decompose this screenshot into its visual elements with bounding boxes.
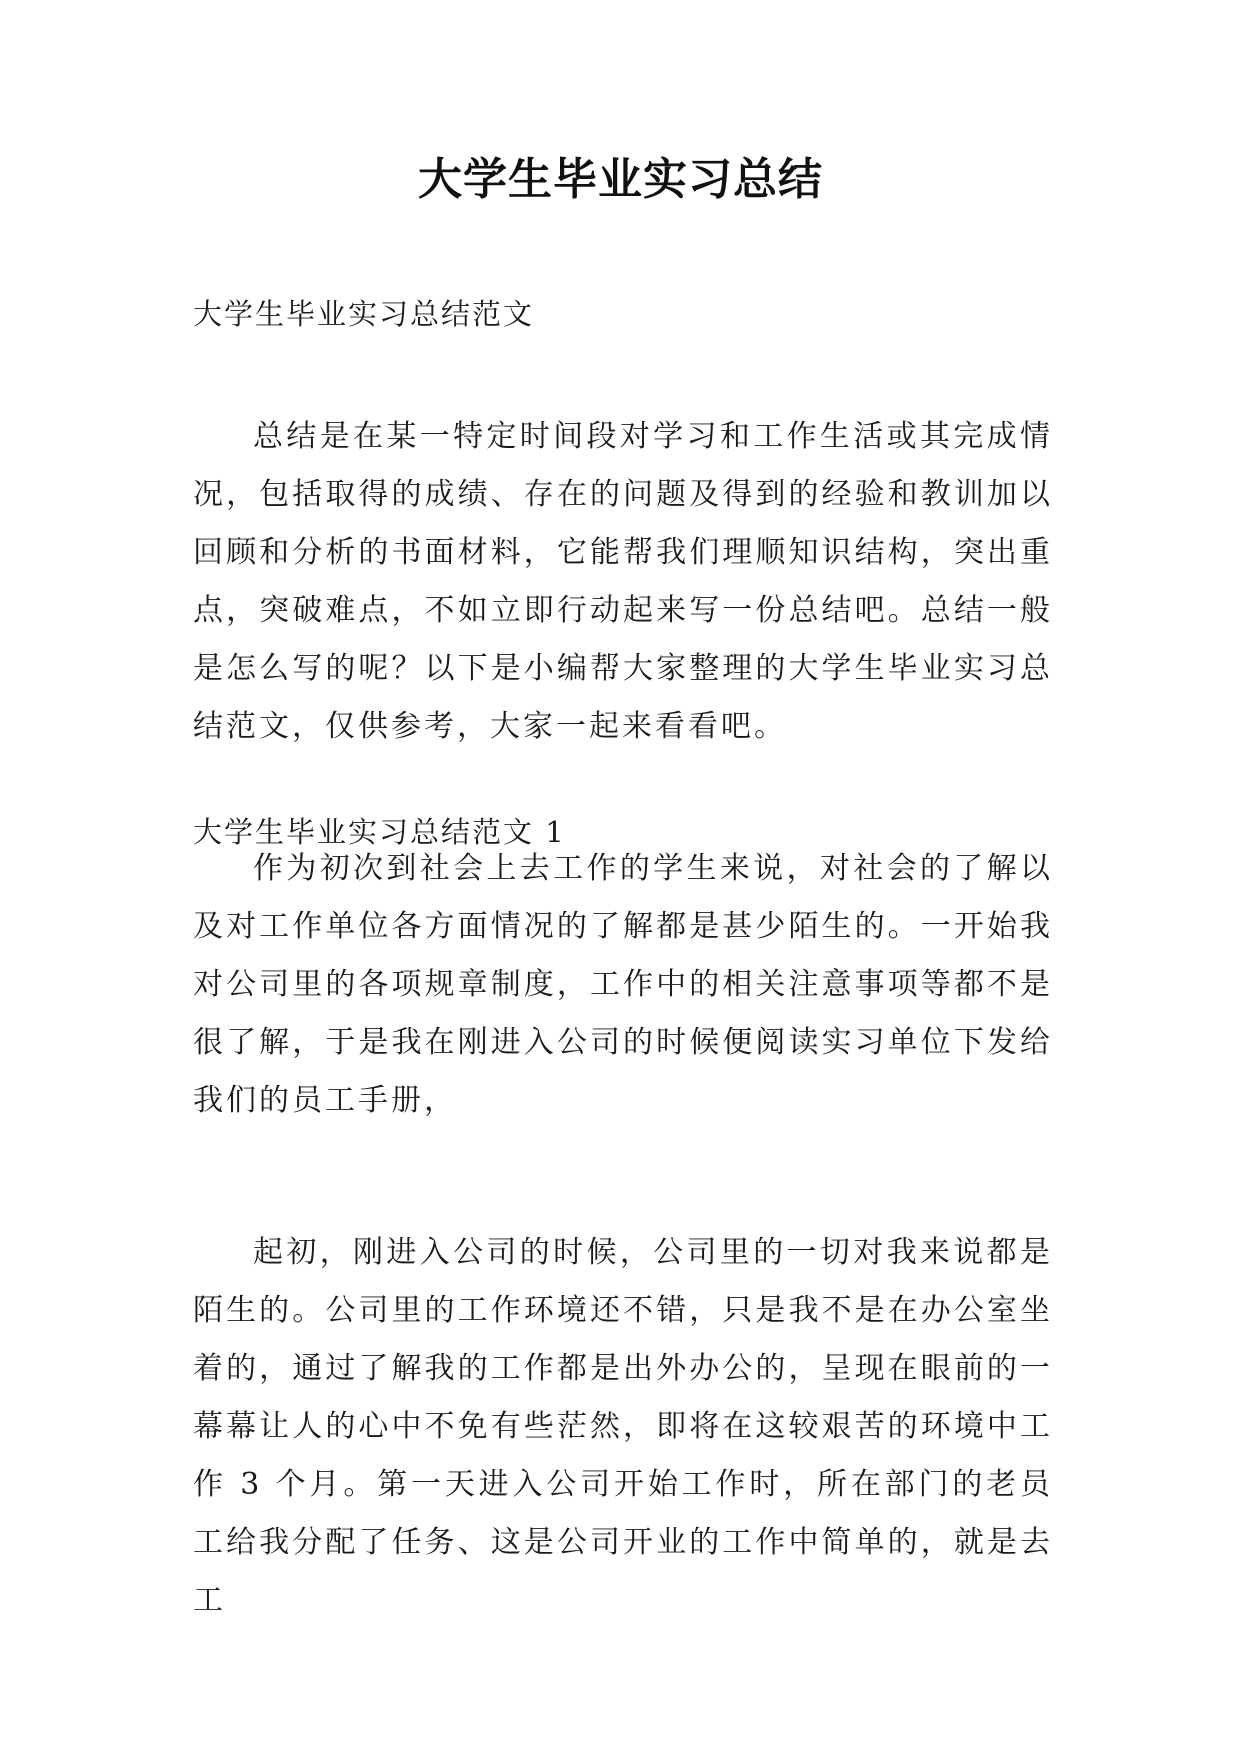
section-heading: 大学生毕业实习总结范文 1: [193, 815, 566, 849]
document-subtitle: 大学生毕业实习总结范文: [193, 297, 535, 331]
intro-paragraph: 总结是在某一特定时间段对学习和工作生活或其完成情况，包括取得的成绩、存在的问题及得到的经验和教训加以回顾和分析的书面材料，它能帮我们理顺知识结构，突出重点，突破难点，不如立即行动起来写一份总结吧。总结一般是怎么写的呢？以下是小编帮大家整理的大学生毕业实习总结范文，仅供参考，大家一起来看看吧。: [193, 419, 1053, 744]
body-paragraph: 起初，刚进入公司的时候，公司里的一切对我来说都是陌生的。公司里的工作环境还不错，只是我不是在办公室坐着的，通过了解我的工作都是出外办公的，呈现在眼前的一幕幕让人的心中不免有些茫然，即将在这较艰苦的环境中工作 3 个月。第一天进入公司开始工作时，所在部门的老员工给我分配了任务、这是公司开业的工作中简单的，就是去工: [193, 1235, 1053, 1618]
document-title: 大学生毕业实习总结: [418, 154, 823, 205]
body-paragraph: 作为初次到社会上去工作的学生来说，对社会的了解以及对工作单位各方面情况的了解都是甚少陌生的。一开始我对公司里的各项规章制度，工作中的相关注意事项等都不是很了解，于是我在刚进入公司的时候便阅读实习单位下发给我们的员工手册，: [193, 851, 1053, 1118]
